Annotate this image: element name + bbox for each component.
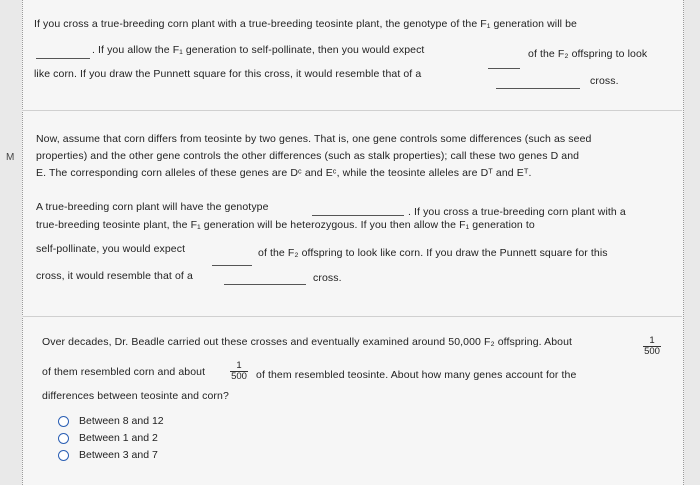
p1-blank-genotype[interactable] [36, 58, 90, 59]
p3-line3a: self-pollinate, you would expect [36, 243, 186, 255]
radio-option-1[interactable] [58, 416, 69, 427]
fraction-corn [643, 336, 661, 357]
p2-line3: E. The corresponding corn alleles of these genes are Dᶜ and Eᶜ, while the teosinte alleles are Dᵀ and Eᵀ. [36, 167, 532, 179]
fraction-teosinte [230, 361, 248, 382]
p3-line3b: of the F₂ offspring to look like corn. If you draw the Punnett square for this [258, 247, 608, 259]
p3-line1a: A true-breeding corn plant will have the genotype [36, 201, 269, 213]
p1-line2b: of the F₂ offspring to look [528, 48, 648, 60]
p1-line3a: like corn. If you draw the Punnett square for this cross, it would resemble that of a [34, 68, 422, 80]
p2-line2: properties) and the other gene controls the other differences (such as stalk properties); call these two genes D and [36, 150, 580, 162]
p4-line2b: of them resembled teosinte. About how many genes account for the [256, 369, 577, 381]
p3-line2: true-breeding teosinte plant, the F₁ generation will be heterozygous. If you then allow the F₁ generation to [36, 219, 535, 231]
option-1-label[interactable]: Between 8 and 12 [79, 415, 164, 427]
p3-line1b: . If you cross a true-breeding corn plant with a [408, 206, 626, 218]
option-3-label[interactable]: Between 3 and 7 [79, 449, 158, 461]
side-marker: M [6, 152, 15, 163]
p4-line1: Over decades, Dr. Beadle carried out these crosses and eventually examined around 50,000 F₂ offspring. About [42, 336, 573, 348]
p3-blank-genotype[interactable] [312, 215, 404, 216]
p1-line2a: . If you allow the F₁ generation to self-pollinate, then you would expect [92, 44, 425, 56]
p1-line3b: cross. [590, 75, 619, 87]
fraction-corn-denominator: 500 [644, 346, 660, 357]
p3-blank-fraction[interactable] [212, 265, 252, 266]
fraction-teosinte-numerator: 1 [236, 360, 242, 371]
p3-blank-cross[interactable] [224, 284, 306, 285]
p4-line3: differences between teosinte and corn? [42, 390, 229, 402]
fraction-teosinte-denominator: 500 [231, 371, 247, 382]
radio-option-2[interactable] [58, 433, 69, 444]
p3-line4a: cross, it would resemble that of a [36, 270, 193, 282]
p4-line2a: of them resembled corn and about [42, 366, 206, 378]
p1-blank-fraction[interactable] [488, 68, 520, 69]
p1-blank-cross[interactable] [496, 88, 580, 89]
p2-line1: Now, assume that corn differs from teosinte by two genes. That is, one gene controls some differences (such as seed [36, 133, 592, 145]
option-2-label[interactable]: Between 1 and 2 [79, 432, 158, 444]
radio-option-3[interactable] [58, 450, 69, 461]
p3-line4b: cross. [313, 272, 342, 284]
fraction-corn-numerator: 1 [649, 335, 655, 346]
p1-line1: If you cross a true-breeding corn plant with a true-breeding teosinte plant, the genotype of the F₁ generation will be [34, 18, 577, 30]
